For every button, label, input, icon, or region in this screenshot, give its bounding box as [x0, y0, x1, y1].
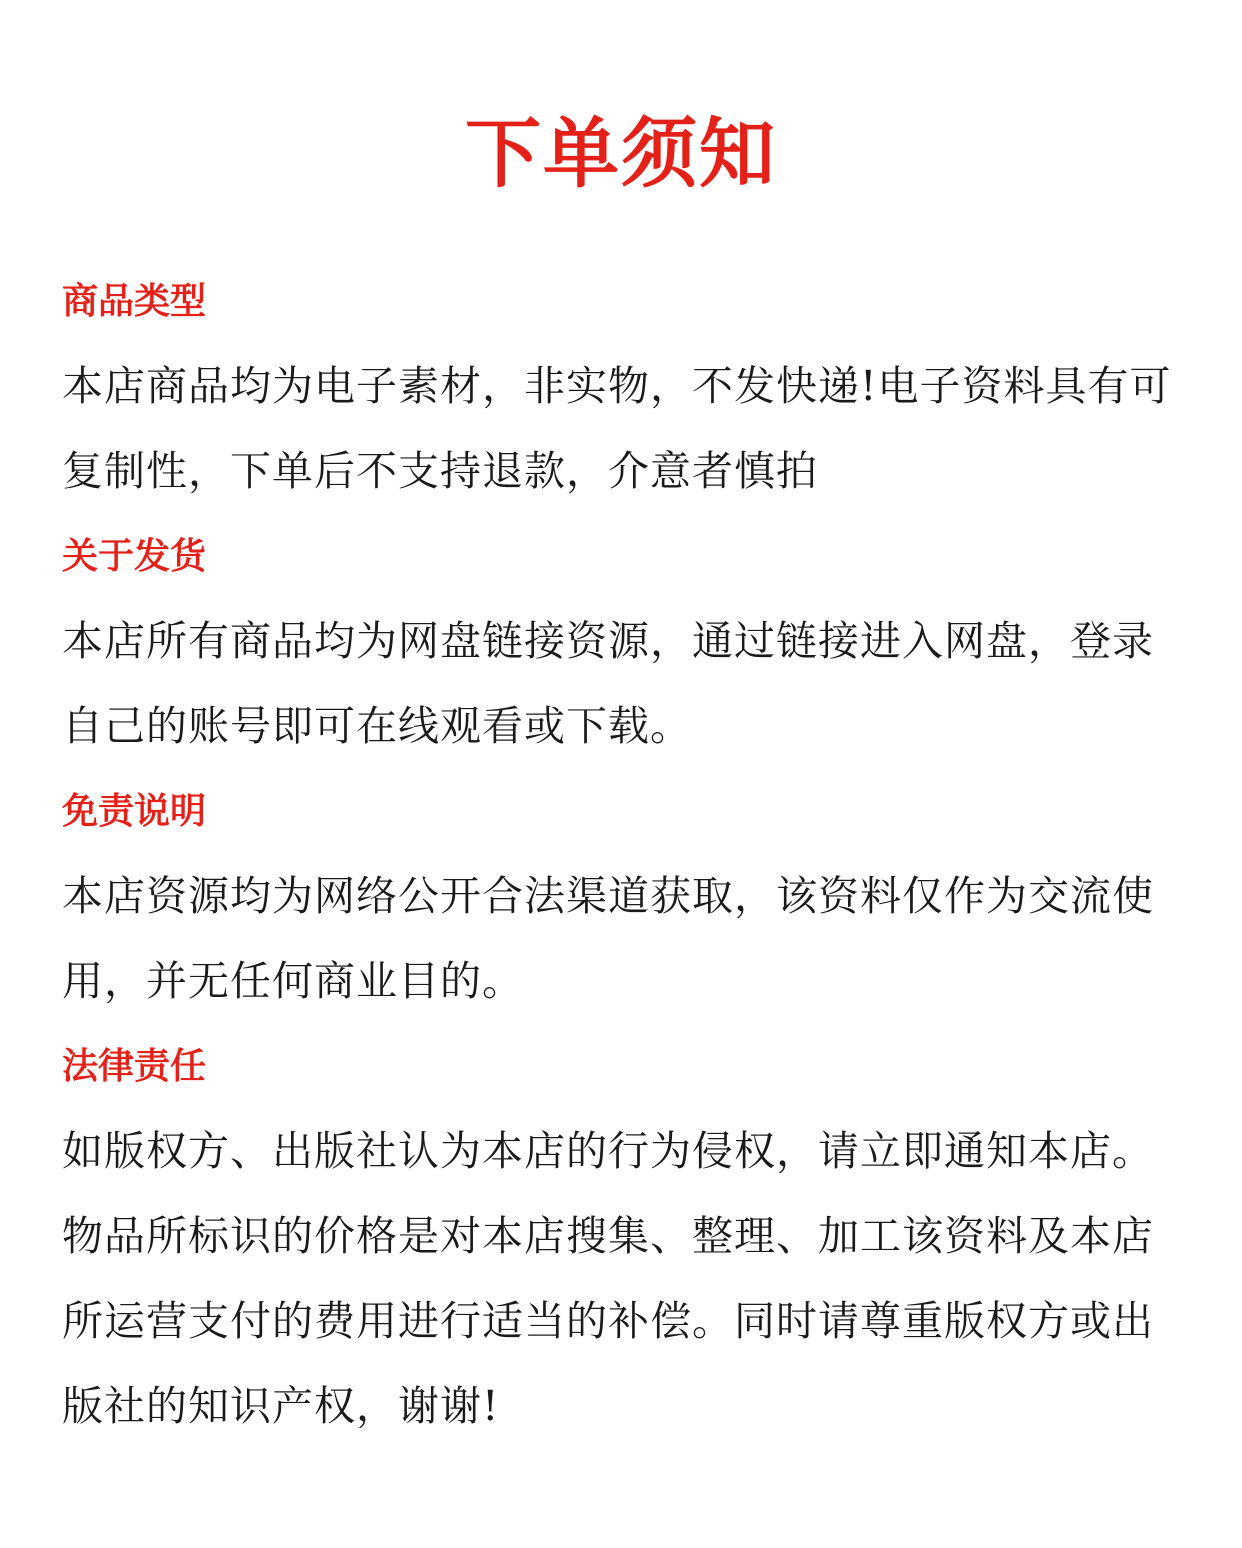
section-body: 本店所有商品均为网盘链接资源，通过链接进入网盘，登录自己的账号即可在线观看或下载。: [62, 617, 1154, 750]
section-product-type: [62, 278, 1192, 514]
section-disclaimer: [62, 788, 1192, 1024]
section-heading: 法律责任: [62, 1045, 207, 1087]
section-body: 本店资源均为网络公开合法渠道获取，该资料仅作为交流使用，并无任何商业目的。: [62, 872, 1154, 1005]
section-heading: 商品类型: [62, 280, 207, 322]
section-body: 如版权方、出版社认为本店的行为侵权，请立即通知本店。物品所标识的价格是对本店搜集、整理、加工该资料及本店所运营支付的费用进行适当的补偿。同时请尊重版权方或出版社的知识产权，谢谢!: [62, 1127, 1154, 1430]
section-shipping: [62, 533, 1192, 769]
section-heading: 关于发货: [62, 535, 207, 577]
section-body: 本店商品均为电子素材，非实物，不发快递!电子资料具有可复制性，下单后不支持退款，介意者慎拍: [62, 362, 1172, 495]
page-title: 下单须知: [465, 109, 777, 198]
section-heading: 免责说明: [62, 790, 207, 832]
section-legal-liability: [62, 1043, 1192, 1449]
